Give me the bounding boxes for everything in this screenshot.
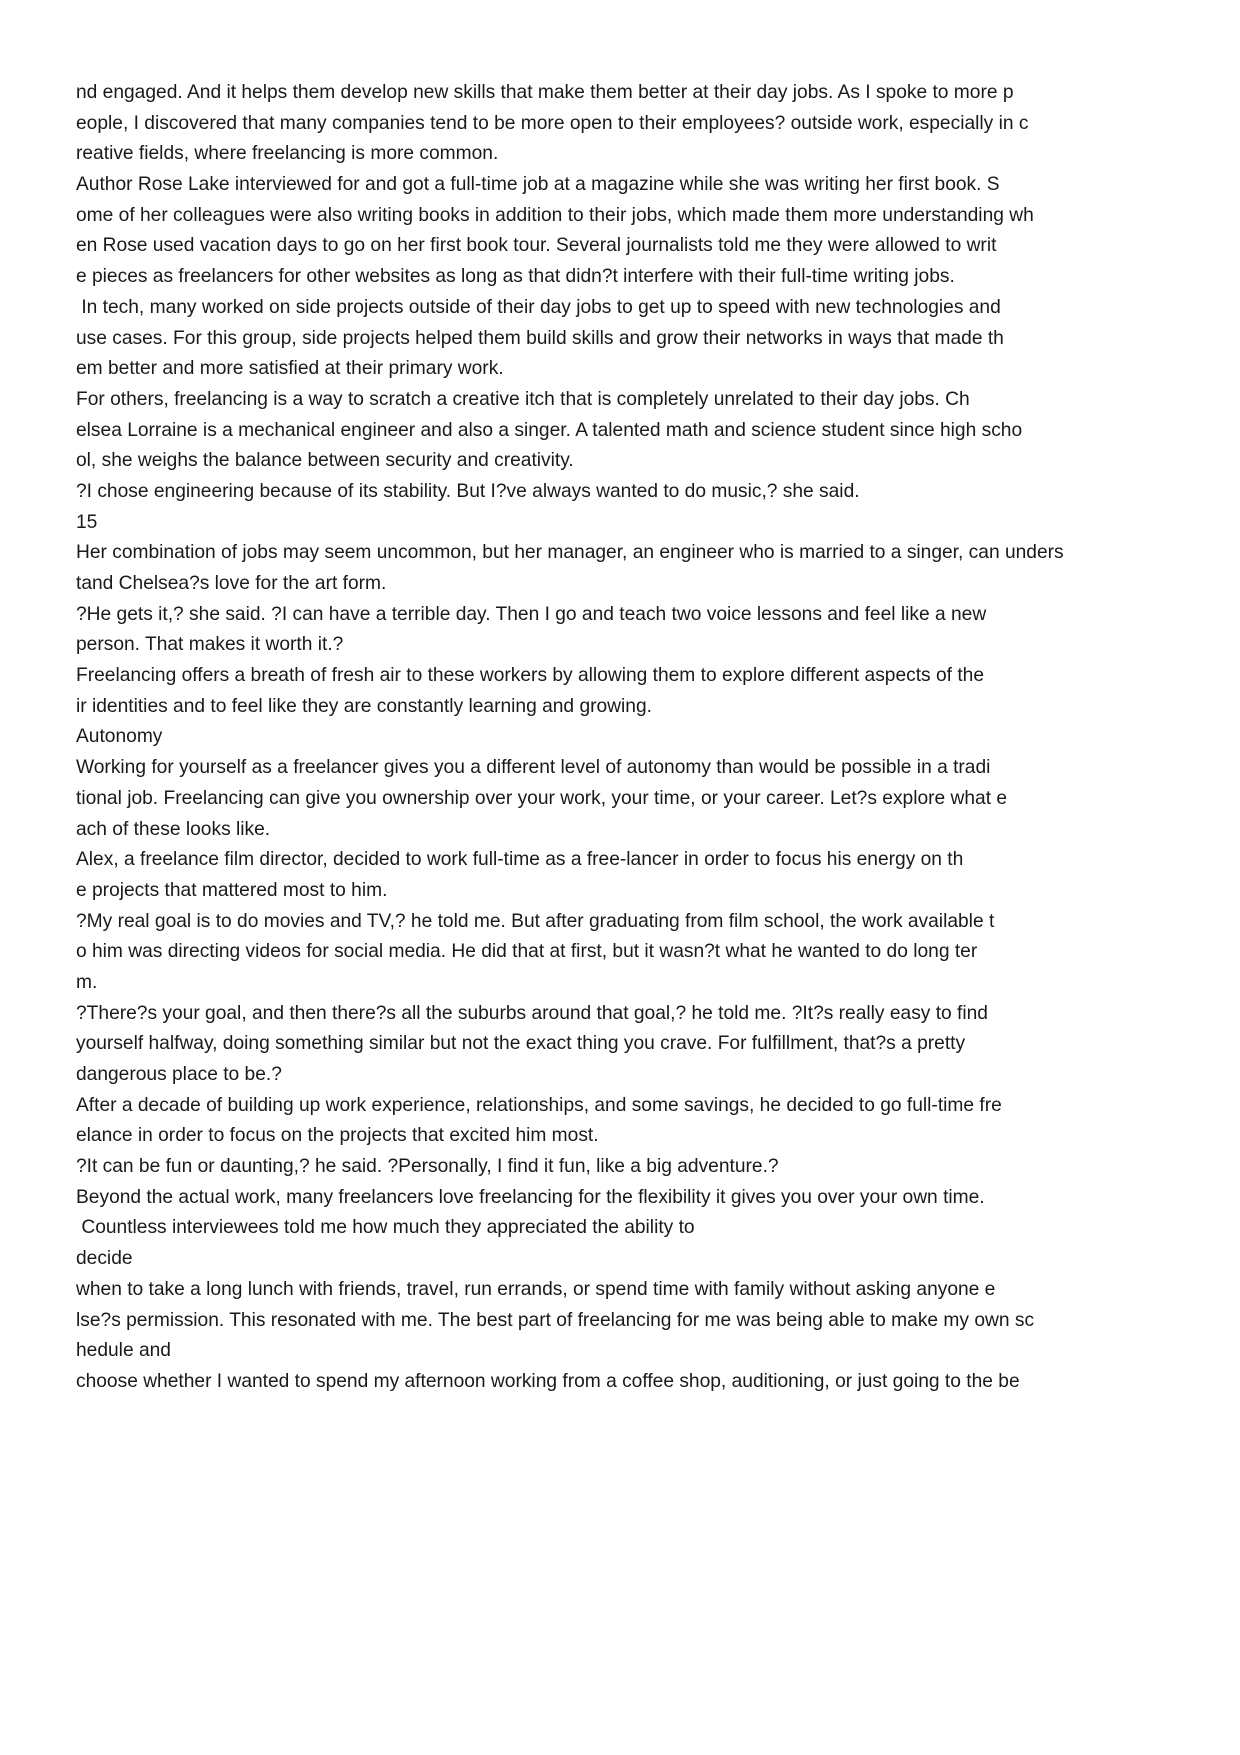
- text-line: dangerous place to be.?: [76, 1064, 282, 1085]
- text-line: tional job. Freelancing can give you ownership over your work, your time, or your career. Let?s explore what e: [76, 787, 1008, 809]
- text-line: ?I chose engineering because of its stability. But I?ve always wanted to do music,? she said.: [76, 480, 860, 502]
- body-text: [76, 78, 1236, 1398]
- text-line: when to take a long lunch with friends, travel, run errands, or spend time with family without asking anyone e: [76, 1278, 996, 1300]
- text-line: ome of her colleagues were also writing books in addition to their jobs, which made them more understanding wh: [76, 204, 1034, 226]
- text-line: m.: [76, 971, 98, 993]
- page-number: 15: [76, 511, 98, 533]
- text-line: em better and more satisfied at their primary work.: [76, 358, 504, 380]
- text-line: ?There?s your goal, and then there?s all the suburbs around that goal,? he told me. ?It?s really easy to find: [76, 1002, 988, 1024]
- section-heading: Autonomy: [76, 726, 163, 748]
- text-line: ?It can be fun or daunting,? he said. ?Personally, I find it fun, like a big adventure.?: [76, 1156, 779, 1178]
- text-line: e pieces as freelancers for other websites as long as that didn?t interfere with their full-time writing jobs.: [76, 266, 955, 288]
- text-line: hedule and: [76, 1340, 171, 1362]
- text-line: tand Chelsea?s love for the art form.: [76, 573, 387, 594]
- text-line: e projects that mattered most to him.: [76, 879, 388, 901]
- text-line: For others, freelancing is a way to scratch a creative itch that is completely unrelated to their day jobs. Ch: [76, 388, 970, 410]
- text-line: Beyond the actual work, many freelancers love freelancing for the flexibility it gives you over your own time.: [76, 1186, 985, 1208]
- text-line: reative fields, where freelancing is more common.: [76, 143, 499, 165]
- text-line: nd engaged. And it helps them develop new skills that make them better at their day jobs. As I spoke to more p: [76, 82, 1014, 103]
- text-line: ol, she weighs the balance between security and creativity.: [76, 450, 574, 472]
- text-line: Freelancing offers a breath of fresh air to these workers by allowing them to explore different aspects of the: [76, 665, 984, 687]
- text-line: Author Rose Lake interviewed for and got a full-time job at a magazine while she was writing her first book. S: [76, 174, 1000, 196]
- text-line: Working for yourself as a freelancer gives you a different level of autonomy than would be possible in a tradi: [76, 757, 991, 779]
- text-line: yourself halfway, doing something similar but not the exact thing you crave. For fulfillment, that?s a pretty: [76, 1033, 966, 1055]
- text-line: ir identities and to feel like they are constantly learning and growing.: [76, 695, 652, 717]
- text-line: elance in order to focus on the projects that excited him most.: [76, 1125, 599, 1147]
- text-line: en Rose used vacation days to go on her first book tour. Several journalists told me they were allowed to writ: [76, 235, 997, 257]
- text-line: ?My real goal is to do movies and TV,? he told me. But after graduating from film school, the work available t: [76, 910, 995, 932]
- text-line: Her combination of jobs may seem uncommon, but her manager, an engineer who is married to a singer, can unders: [76, 542, 1064, 564]
- text-line: lse?s permission. This resonated with me. The best part of freelancing for me was being able to make my own sc: [76, 1309, 1035, 1331]
- text-line: ach of these looks like.: [76, 818, 271, 840]
- text-line: elsea Lorraine is a mechanical engineer and also a singer. A talented math and science student since high scho: [76, 419, 1023, 441]
- text-line: person. That makes it worth it.?: [76, 634, 344, 656]
- text-line: use cases. For this group, side projects helped them build skills and grow their networks in ways that made th: [76, 327, 1004, 349]
- text-line: eople, I discovered that many companies tend to be more open to their employees? outside work, especially in c: [76, 112, 1029, 134]
- text-line: choose whether I wanted to spend my afternoon working from a coffee shop, auditioning, or just going to the be: [76, 1370, 1020, 1392]
- text-line: In tech, many worked on side projects outside of their day jobs to get up to speed with new technologies and: [76, 296, 1001, 318]
- text-line: ?He gets it,? she said. ?I can have a terrible day. Then I go and teach two voice lessons and feel like a new: [76, 603, 987, 625]
- text-line: o him was directing videos for social media. He did that at first, but it wasn?t what he wanted to do long ter: [76, 941, 978, 963]
- text-line: decide: [76, 1248, 133, 1270]
- text-line: Alex, a freelance film director, decided to work full-time as a free-lancer in order to focus his energy on th: [76, 849, 964, 871]
- text-line: Countless interviewees told me how much they appreciated the ability to: [76, 1217, 695, 1239]
- text-line: After a decade of building up work experience, relationships, and some savings, he decided to go full-time fre: [76, 1094, 1002, 1116]
